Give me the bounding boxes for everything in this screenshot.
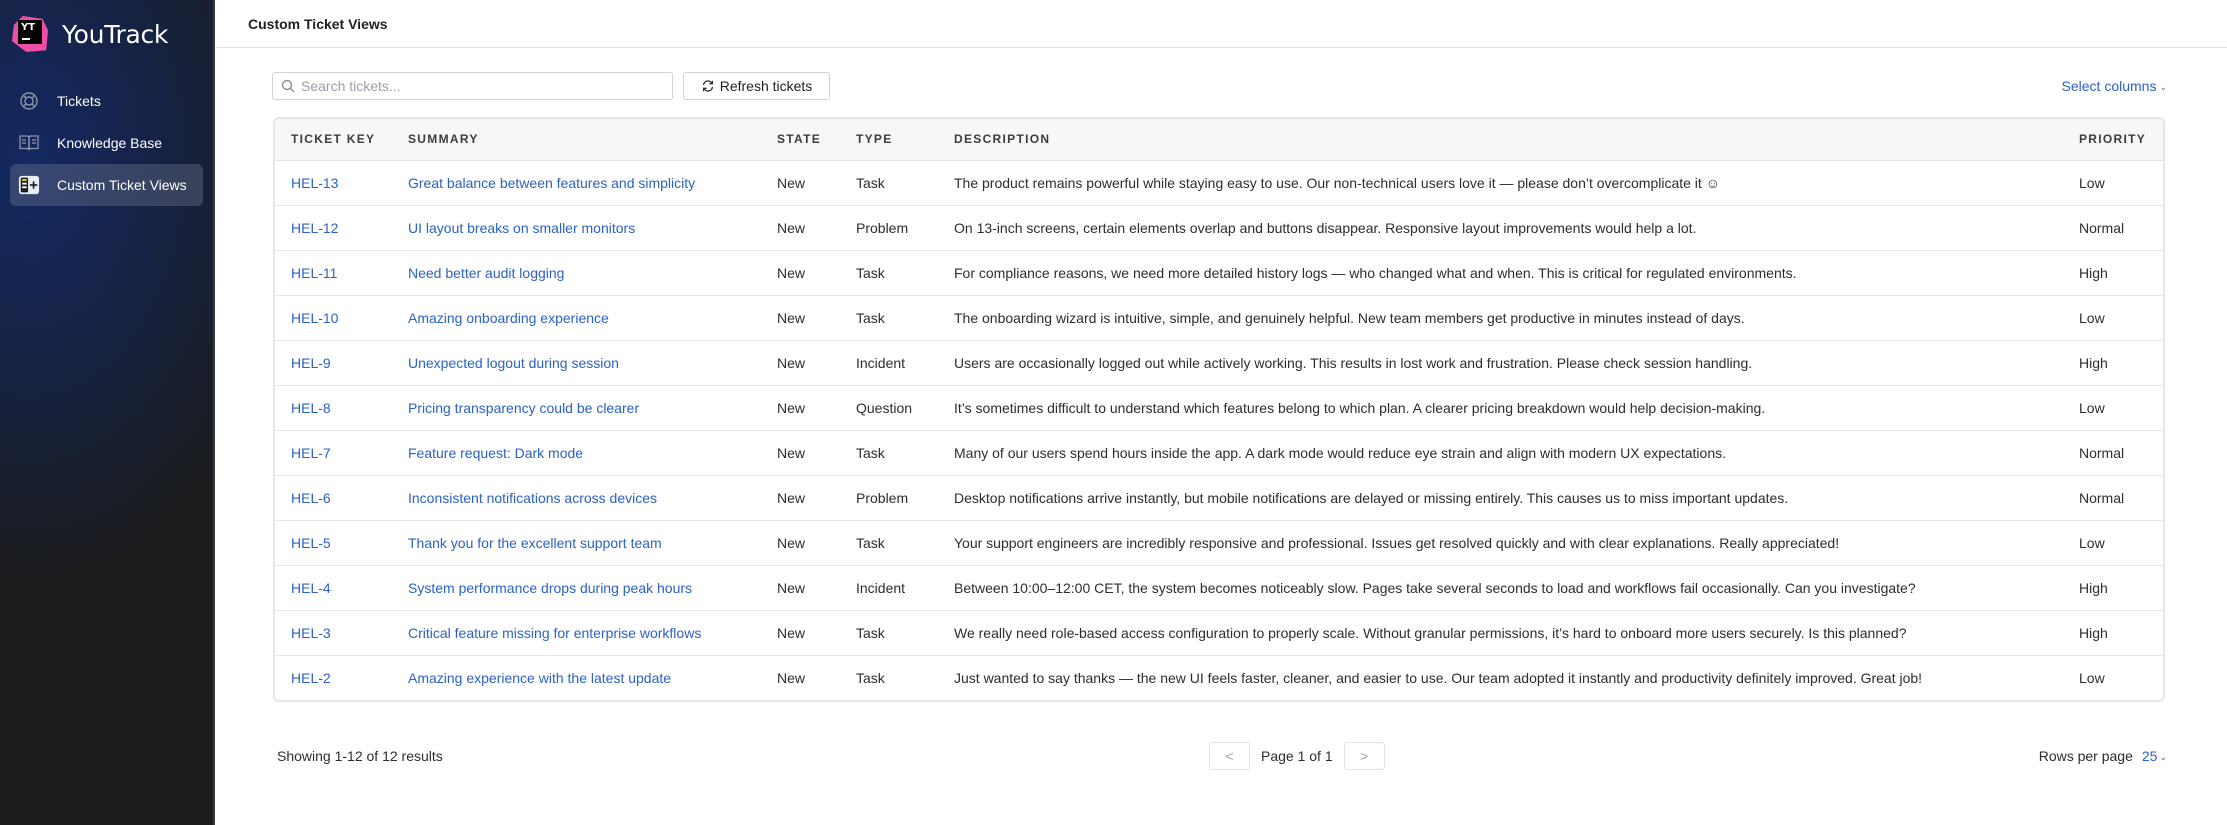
- ticket-type: Task: [840, 520, 938, 565]
- rows-per-page-value: 25: [2141, 748, 2158, 764]
- search-input[interactable]: [301, 78, 661, 94]
- ticket-key-link[interactable]: HEL-7: [291, 444, 331, 461]
- search-field[interactable]: [272, 72, 673, 100]
- app-logo[interactable]: [10, 14, 168, 54]
- page-indicator: Page 1 of 1: [1261, 748, 1333, 764]
- ticket-key-link[interactable]: HEL-9: [291, 354, 331, 371]
- ticket-type: Problem: [840, 205, 938, 250]
- ticket-state: New: [761, 520, 840, 565]
- ticket-key-link[interactable]: HEL-10: [291, 309, 339, 326]
- table-row[interactable]: [275, 565, 2163, 610]
- ticket-type: Task: [856, 669, 885, 686]
- refresh-label: Refresh tickets: [719, 78, 813, 94]
- ticket-key-link[interactable]: HEL-6: [291, 489, 331, 506]
- column-header-type[interactable]: TYPE: [840, 119, 938, 160]
- ticket-summary-link[interactable]: Unexpected logout during session: [408, 354, 619, 371]
- ticket-description: Users are occasionally logged out while actively working. This results in lost work and frustration. Please check session handling.: [938, 340, 2063, 385]
- ticket-key-link[interactable]: HEL-4: [291, 579, 331, 596]
- lifebuoy-icon: [18, 90, 40, 112]
- toolbar: [272, 72, 2167, 101]
- ticket-priority: Low: [2063, 385, 2163, 430]
- table-footer: [277, 742, 2167, 770]
- ticket-type: Incident: [840, 565, 938, 610]
- table-row[interactable]: [275, 655, 2163, 700]
- table-row[interactable]: [275, 610, 2163, 655]
- ticket-state: New: [761, 610, 840, 655]
- youtrack-logo-icon: YT: [10, 14, 50, 54]
- ticket-summary-link[interactable]: Inconsistent notifications across devices: [408, 489, 658, 506]
- ticket-key-link[interactable]: HEL-3: [291, 624, 331, 641]
- ticket-key-link[interactable]: HEL-12: [291, 219, 339, 236]
- sidebar-item-knowledge-base[interactable]: [10, 122, 203, 164]
- ticket-priority: Normal: [2063, 430, 2163, 475]
- column-header-priority[interactable]: PRIORITY: [2063, 119, 2163, 160]
- sidebar-item-label: Custom Ticket Views: [57, 177, 187, 193]
- column-header-state[interactable]: STATE: [761, 119, 840, 160]
- ticket-description: On 13-inch screens, certain elements overlap and buttons disappear. Responsive layout improvements would help a lot.: [938, 205, 2063, 250]
- column-header-summary[interactable]: SUMMARY: [392, 119, 761, 160]
- ticket-key-link[interactable]: HEL-8: [291, 399, 331, 416]
- ticket-description: For compliance reasons, we need more detailed history logs — who changed what and when. This is critical for regulated environments.: [938, 250, 2063, 295]
- table-row[interactable]: [275, 340, 2163, 385]
- ticket-summary-link[interactable]: UI layout breaks on smaller monitors: [408, 219, 636, 236]
- ticket-type: Task: [840, 295, 938, 340]
- ticket-key-link[interactable]: HEL-5: [291, 534, 331, 551]
- ticket-description: Just wanted to say thanks — the new UI feels faster, cleaner, and easier to use. Our team adopted it instantly and productivity definitely improved. Great job!: [954, 669, 1923, 686]
- ticket-priority: High: [2063, 340, 2163, 385]
- ticket-summary-link[interactable]: Feature request: Dark mode: [408, 444, 584, 461]
- ticket-priority: Normal: [2063, 205, 2163, 250]
- sidebar-item-custom-ticket-views[interactable]: [10, 164, 203, 206]
- search-icon: [281, 79, 295, 93]
- results-count: Showing 1-12 of 12 results: [277, 748, 443, 764]
- ticket-key-link[interactable]: HEL-2: [291, 669, 331, 686]
- select-columns-label: Select columns: [2061, 78, 2157, 94]
- book-icon: [18, 132, 40, 154]
- ticket-description: We really need role-based access configuration to properly scale. Without granular permissions, it’s hard to onboard more users securely. Is this planned?: [938, 610, 2063, 655]
- ticket-type: Incident: [840, 340, 938, 385]
- ticket-description: The onboarding wizard is intuitive, simple, and genuinely helpful. New team members get productive in minutes instead of days.: [938, 295, 2063, 340]
- ticket-description: Many of our users spend hours inside the app. A dark mode would reduce eye strain and align with modern UX expectations.: [938, 430, 2063, 475]
- page-header: [217, 0, 2227, 48]
- ticket-description: It’s sometimes difficult to understand which features belong to which plan. A clearer pricing breakdown would help decision-making.: [938, 385, 2063, 430]
- ticket-type: Task: [840, 430, 938, 475]
- select-columns-dropdown[interactable]: [2062, 78, 2167, 94]
- table-header-row: [275, 119, 2163, 160]
- sidebar-item-label: Tickets: [57, 93, 101, 109]
- ticket-summary-link[interactable]: Need better audit logging: [408, 264, 565, 281]
- ticket-state: New: [761, 205, 840, 250]
- table-row[interactable]: [275, 250, 2163, 295]
- ticket-key-link[interactable]: HEL-13: [291, 174, 339, 191]
- ticket-priority: High: [2063, 610, 2163, 655]
- tickets-table: [273, 117, 2165, 702]
- ticket-summary-link[interactable]: System performance drops during peak hours: [408, 579, 693, 596]
- refresh-icon: [701, 79, 715, 93]
- ticket-summary-link[interactable]: Great balance between features and simplicity: [408, 174, 696, 191]
- ticket-priority: Low: [2063, 520, 2163, 565]
- table-row[interactable]: [275, 385, 2163, 430]
- sidebar-nav: [10, 80, 203, 206]
- refresh-tickets-button[interactable]: [683, 72, 830, 100]
- ticket-description: Desktop notifications arrive instantly, but mobile notifications are delayed or missing entirely. This causes us to miss important updates.: [938, 475, 2063, 520]
- ticket-state: New: [761, 250, 840, 295]
- table-row[interactable]: [275, 205, 2163, 250]
- ticket-state: New: [761, 340, 840, 385]
- table-row[interactable]: [275, 520, 2163, 565]
- ticket-summary-link[interactable]: Amazing onboarding experience: [408, 309, 609, 326]
- custom-view-icon: [18, 174, 40, 196]
- ticket-state: New: [761, 385, 840, 430]
- column-header-ticket-key[interactable]: TICKET KEY: [275, 119, 392, 160]
- table-row[interactable]: [275, 475, 2163, 520]
- chevron-down-icon: ⌄: [2159, 751, 2167, 762]
- next-page-button[interactable]: >: [1344, 742, 1385, 770]
- ticket-description: Between 10:00–12:00 CET, the system becomes noticeably slow. Pages take several seconds to load and workflows fail occasionally. Can you investigate?: [938, 565, 2063, 610]
- ticket-description: Your support engineers are incredibly responsive and professional. Issues get resolved quickly and with clear explanations. Really appreciated!: [938, 520, 2063, 565]
- ticket-type: Task: [840, 610, 938, 655]
- previous-page-button[interactable]: <: [1209, 742, 1250, 770]
- ticket-summary-link[interactable]: Amazing experience with the latest update: [408, 669, 672, 686]
- sidebar-item-label: Knowledge Base: [57, 135, 163, 151]
- ticket-type: Task: [840, 160, 938, 205]
- app-name: YouTrack: [62, 19, 169, 49]
- table-row[interactable]: [275, 160, 2163, 205]
- ticket-summary-link[interactable]: Critical feature missing for enterprise workflows: [408, 624, 702, 641]
- sidebar: [0, 0, 215, 825]
- ticket-type: Task: [840, 250, 938, 295]
- ticket-priority: High: [2063, 250, 2163, 295]
- ticket-priority: High: [2063, 565, 2163, 610]
- pagination: [1209, 742, 1385, 770]
- ticket-description: The product remains powerful while staying easy to use. Our non-technical users love it — please don’t overcomplicate it ☺: [938, 160, 2063, 205]
- rows-per-page: [2039, 748, 2167, 764]
- chevron-down-icon: ⌄: [2159, 81, 2167, 92]
- ticket-state: New: [761, 475, 840, 520]
- ticket-state: New: [761, 295, 840, 340]
- ticket-state: New: [761, 160, 840, 205]
- ticket-priority: Low: [2063, 295, 2163, 340]
- ticket-summary-link[interactable]: Thank you for the excellent support team: [408, 534, 662, 551]
- main-content: [217, 0, 2227, 825]
- rows-per-page-label: Rows per page: [2038, 748, 2133, 764]
- page-title: Custom Ticket Views: [248, 15, 388, 32]
- ticket-priority: Normal: [2063, 475, 2163, 520]
- table-row[interactable]: [275, 295, 2163, 340]
- ticket-priority: Low: [2063, 160, 2163, 205]
- ticket-type: Problem: [840, 475, 938, 520]
- rows-per-page-select[interactable]: [2142, 748, 2167, 764]
- ticket-state: New: [777, 669, 806, 686]
- ticket-type: Question: [840, 385, 938, 430]
- ticket-state: New: [761, 430, 840, 475]
- ticket-key-link[interactable]: HEL-11: [291, 264, 338, 281]
- ticket-state: New: [761, 565, 840, 610]
- column-header-description[interactable]: DESCRIPTION: [938, 119, 2063, 160]
- table-row[interactable]: [275, 430, 2163, 475]
- ticket-summary-link[interactable]: Pricing transparency could be clearer: [408, 399, 640, 416]
- sidebar-item-tickets[interactable]: [10, 80, 203, 122]
- ticket-priority: Low: [2079, 669, 2105, 686]
